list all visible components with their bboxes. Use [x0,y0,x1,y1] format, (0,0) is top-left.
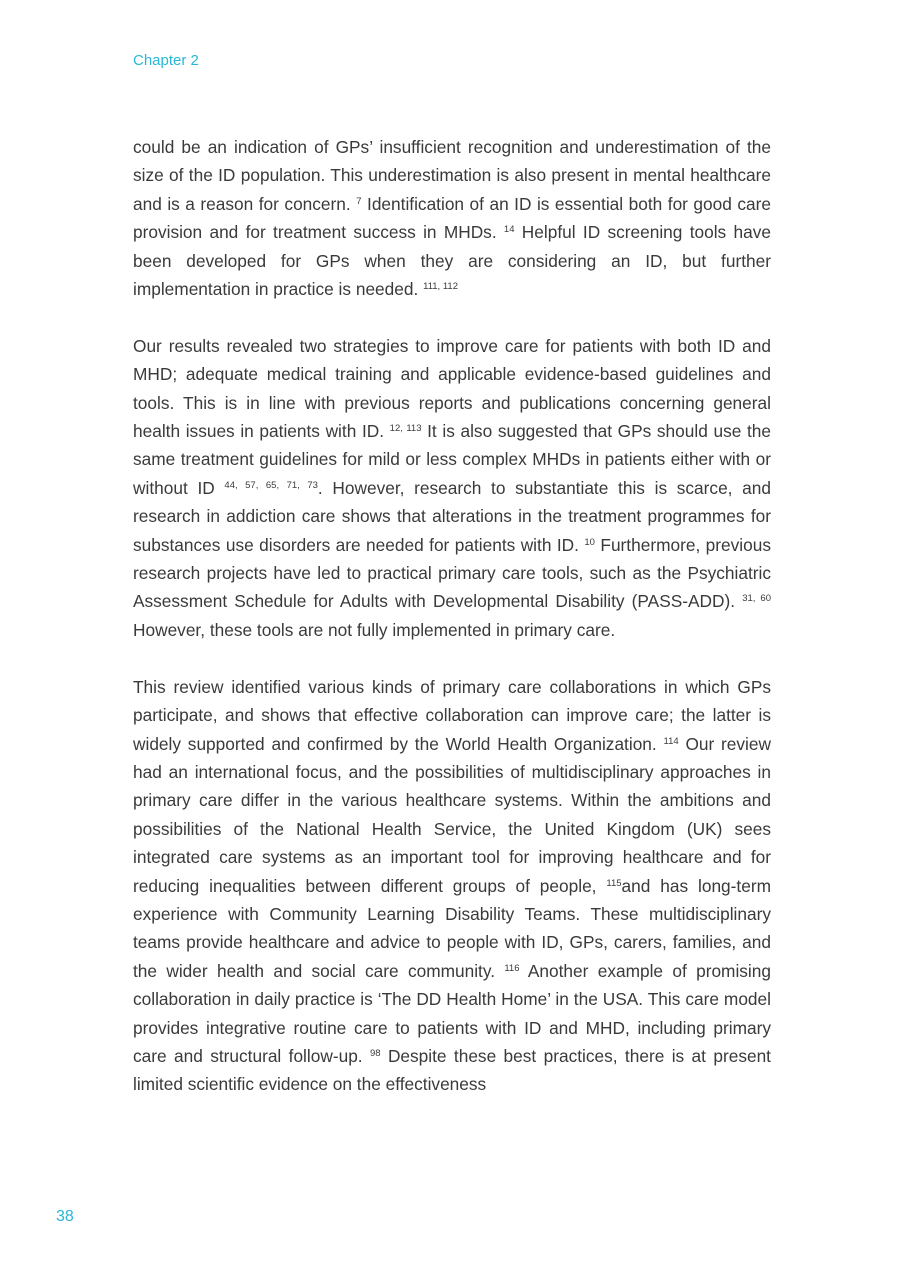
text-segment: and has long-term experience with Community Learning Disability Teams. These multidisciplinary teams provide healthcare and advice to people with ID, GPs, carers, families, and the wider health and social care community. [133,875,771,981]
page-number: 38 [56,1208,74,1225]
text-segment: Despite these best practices, there is at present limited scientific evidence on the effectiveness [133,1045,771,1095]
text-segment: . However, research to substantiate this is scarce, and research in addiction care shows that alterations in the treatment programmes for substances use disorders are needed for patients with ID. [133,477,772,555]
citation-superscript: 44, 57, 65, 71, 73 [224,479,318,491]
citation-superscript: 31, 60 [742,593,771,605]
paragraph [133,133,771,303]
citation-superscript: 14 [503,224,515,236]
text-segment: It is also suggested that GPs should use the same treatment guidelines for mild or less complex MHDs in patients either with or without ID [133,421,771,498]
text-segment: However, these tools are not fully implemented in primary care. [133,619,616,640]
citation-superscript: 98 [369,1047,381,1059]
citation-superscript: 7 [356,195,362,207]
text-segment: could be an indication of GPs’ insufficient recognition and underestimation of the size of the ID population. This underestimation is also present in mental healthcare and is a reason for concern. [133,137,771,214]
citation-superscript: 115 [606,877,622,889]
citation-superscript: 12, 113 [389,423,422,435]
citation-superscript: 111, 112 [423,281,458,293]
chapter-header: Chapter 2 [133,52,199,69]
paragraph [133,332,771,644]
text-segment: Another example of promising collaboration in daily practice is ‘The DD Health Home’ in the USA. This care model provides integrative routine care to patients with ID and MHD, including primary care and structural follow-up. [133,960,771,1066]
text-segment: Helpful ID screening tools have been developed for GPs when they are considering an ID, but further implementation in practice is needed. [133,222,771,300]
text-segment: Our results revealed two strategies to improve care for patients with both ID and MHD; adequate medical training and applicable evidence-based guidelines and tools. This is in line with previous reports and publications concerning general health issues in patients with ID. [133,335,771,442]
paragraph [133,673,771,1099]
citation-superscript: 116 [504,962,520,974]
citation-superscript: 10 [584,536,595,548]
text-segment: Identification of an ID is essential both for good care provision and for treatment success in MHDs. [133,193,771,243]
text-segment: Our review had an international focus, and the possibilities of multidisciplinary approaches in primary care differ in the various healthcare systems. Within the ambitions and possibilities of the National Health Service, the United Kingdom (UK) sees integrated care systems as an important tool for improving healthcare and for reducing inequalities between different groups of people, [133,733,771,896]
text-segment: This review identified various kinds of primary care collaborations in which GPs participate, and shows that effective collaboration can improve care; the latter is widely supported and confirmed by the World Health Organization. [133,676,771,754]
body-text [133,133,771,1099]
citation-superscript: 114 [663,735,679,747]
text-segment: Furthermore, previous research projects have led to practical primary care tools, such as the Psychiatric Assessment Schedule for Adults with Developmental Disability (PASS-ADD). [133,534,772,612]
